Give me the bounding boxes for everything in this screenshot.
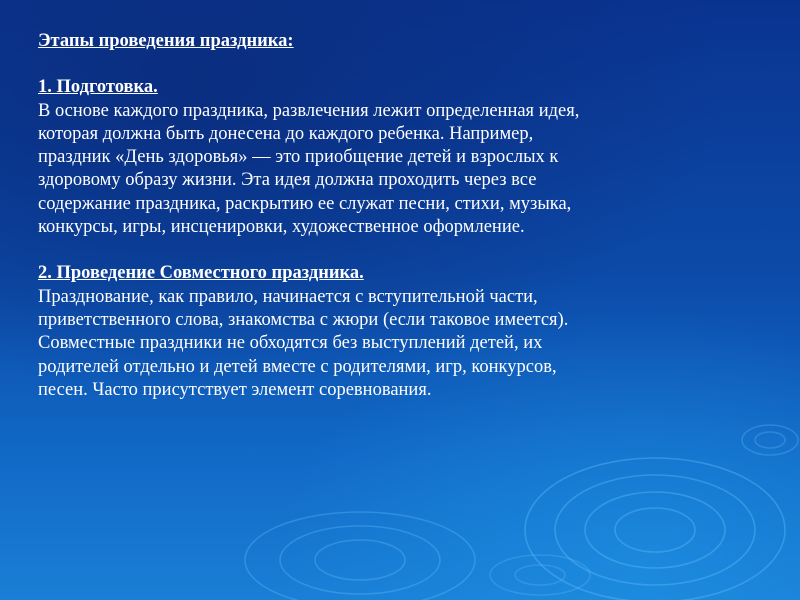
section-2-line: приветственного слова, знакомства с жюри (если таковое имеется). bbox=[38, 309, 569, 330]
section-1-line: В основе каждого праздника, развлечения лежит определенная идея, bbox=[38, 100, 580, 121]
slide-content bbox=[38, 30, 738, 402]
section-2-line: Празднование, как правило, начинается с вступительной части, bbox=[38, 286, 538, 307]
section-1-line: праздник «День здоровья» — это приобщение детей и взрослых к bbox=[38, 147, 559, 168]
section-2-line: Совместные праздники не обходятся без выступлений детей, их bbox=[38, 333, 543, 354]
section-2-line: родителей отдельно и детей вместе с родителями, игр, конкурсов, bbox=[38, 356, 557, 377]
slide-title: Этапы проведения праздника: bbox=[38, 31, 294, 51]
section-1-heading: 1. Подготовка. bbox=[38, 77, 158, 98]
section-1-line: конкурсы, игры, инсценировки, художественное оформление. bbox=[38, 217, 525, 238]
section-1-line: здоровому образу жизни. Эта идея должна проходить через все bbox=[38, 170, 537, 191]
section-2-heading: 2. Проведение Совместного праздника. bbox=[38, 263, 364, 284]
section-1-line: содержание праздника, раскрытию ее служат песни, стихи, музыка, bbox=[38, 193, 572, 214]
section-2-line: песен. Часто присутствует элемент соревнования. bbox=[38, 379, 432, 400]
section-1-line: которая должна быть донесена до каждого ребенка. Например, bbox=[38, 123, 534, 144]
